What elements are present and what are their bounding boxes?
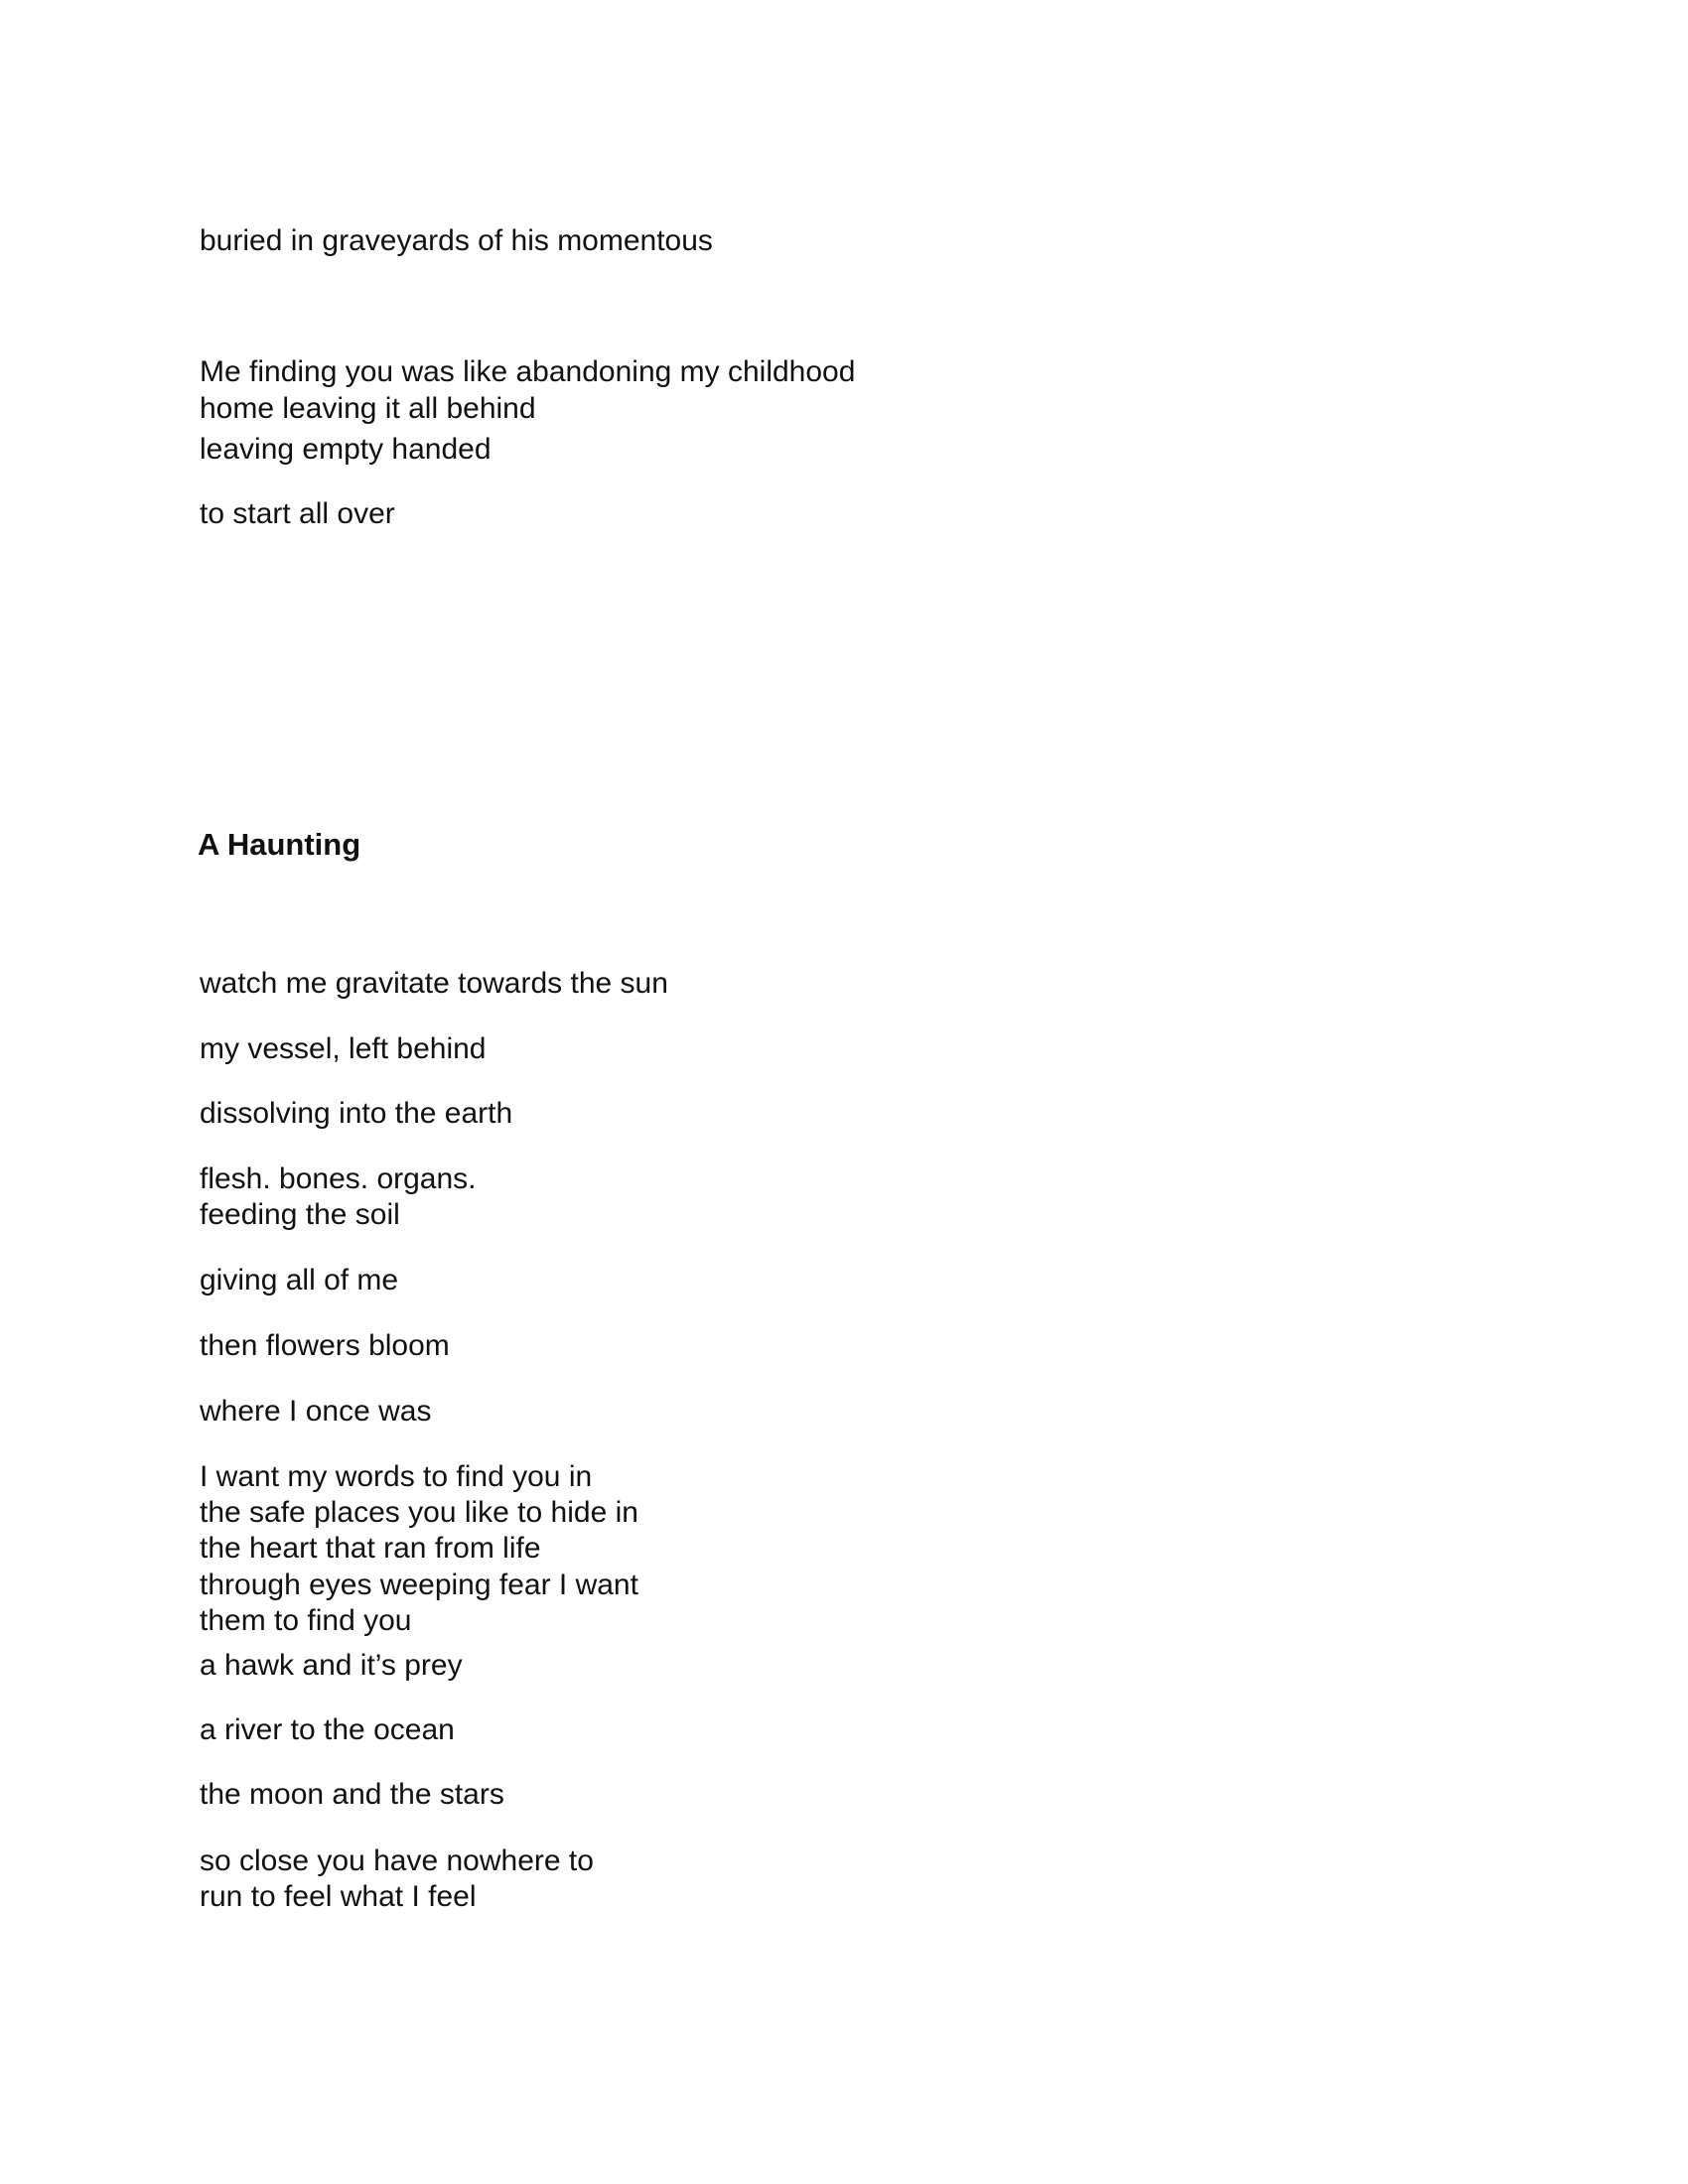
poem-line: them to find you: [200, 1604, 412, 1637]
poem-line: the heart that ran from life: [200, 1532, 541, 1565]
poem-line: I want my words to find you in: [200, 1460, 593, 1493]
poem-title: A Haunting: [198, 827, 361, 862]
poem-line: my vessel, left behind: [200, 1032, 487, 1065]
poem-line: through eyes weeping fear I want: [200, 1569, 638, 1601]
poem-line: a hawk and it’s prey: [200, 1649, 463, 1682]
poem-line: buried in graveyards of his momentous: [200, 224, 713, 257]
poem-line: run to feel what I feel: [200, 1880, 477, 1913]
poem-line: Me finding you was like abandoning my childhood: [200, 355, 856, 388]
poem-line: then flowers bloom: [200, 1329, 450, 1362]
poem-line: flesh. bones. organs.: [200, 1162, 477, 1195]
poem-line: to start all over: [200, 497, 395, 530]
poem-line: feeding the soil: [200, 1198, 400, 1231]
poem-line: so close you have nowhere to: [200, 1844, 594, 1877]
poem-line: a river to the ocean: [200, 1713, 455, 1746]
poem-line: giving all of me: [200, 1264, 399, 1297]
poem-line: dissolving into the earth: [200, 1097, 513, 1130]
poem-line: home leaving it all behind: [200, 392, 536, 425]
poem-line: where I once was: [200, 1395, 432, 1428]
poem-line: leaving empty handed: [200, 433, 492, 466]
poem-line: the moon and the stars: [200, 1778, 504, 1811]
poem-line: watch me gravitate towards the sun: [200, 967, 668, 1000]
poem-line: the safe places you like to hide in: [200, 1496, 638, 1529]
